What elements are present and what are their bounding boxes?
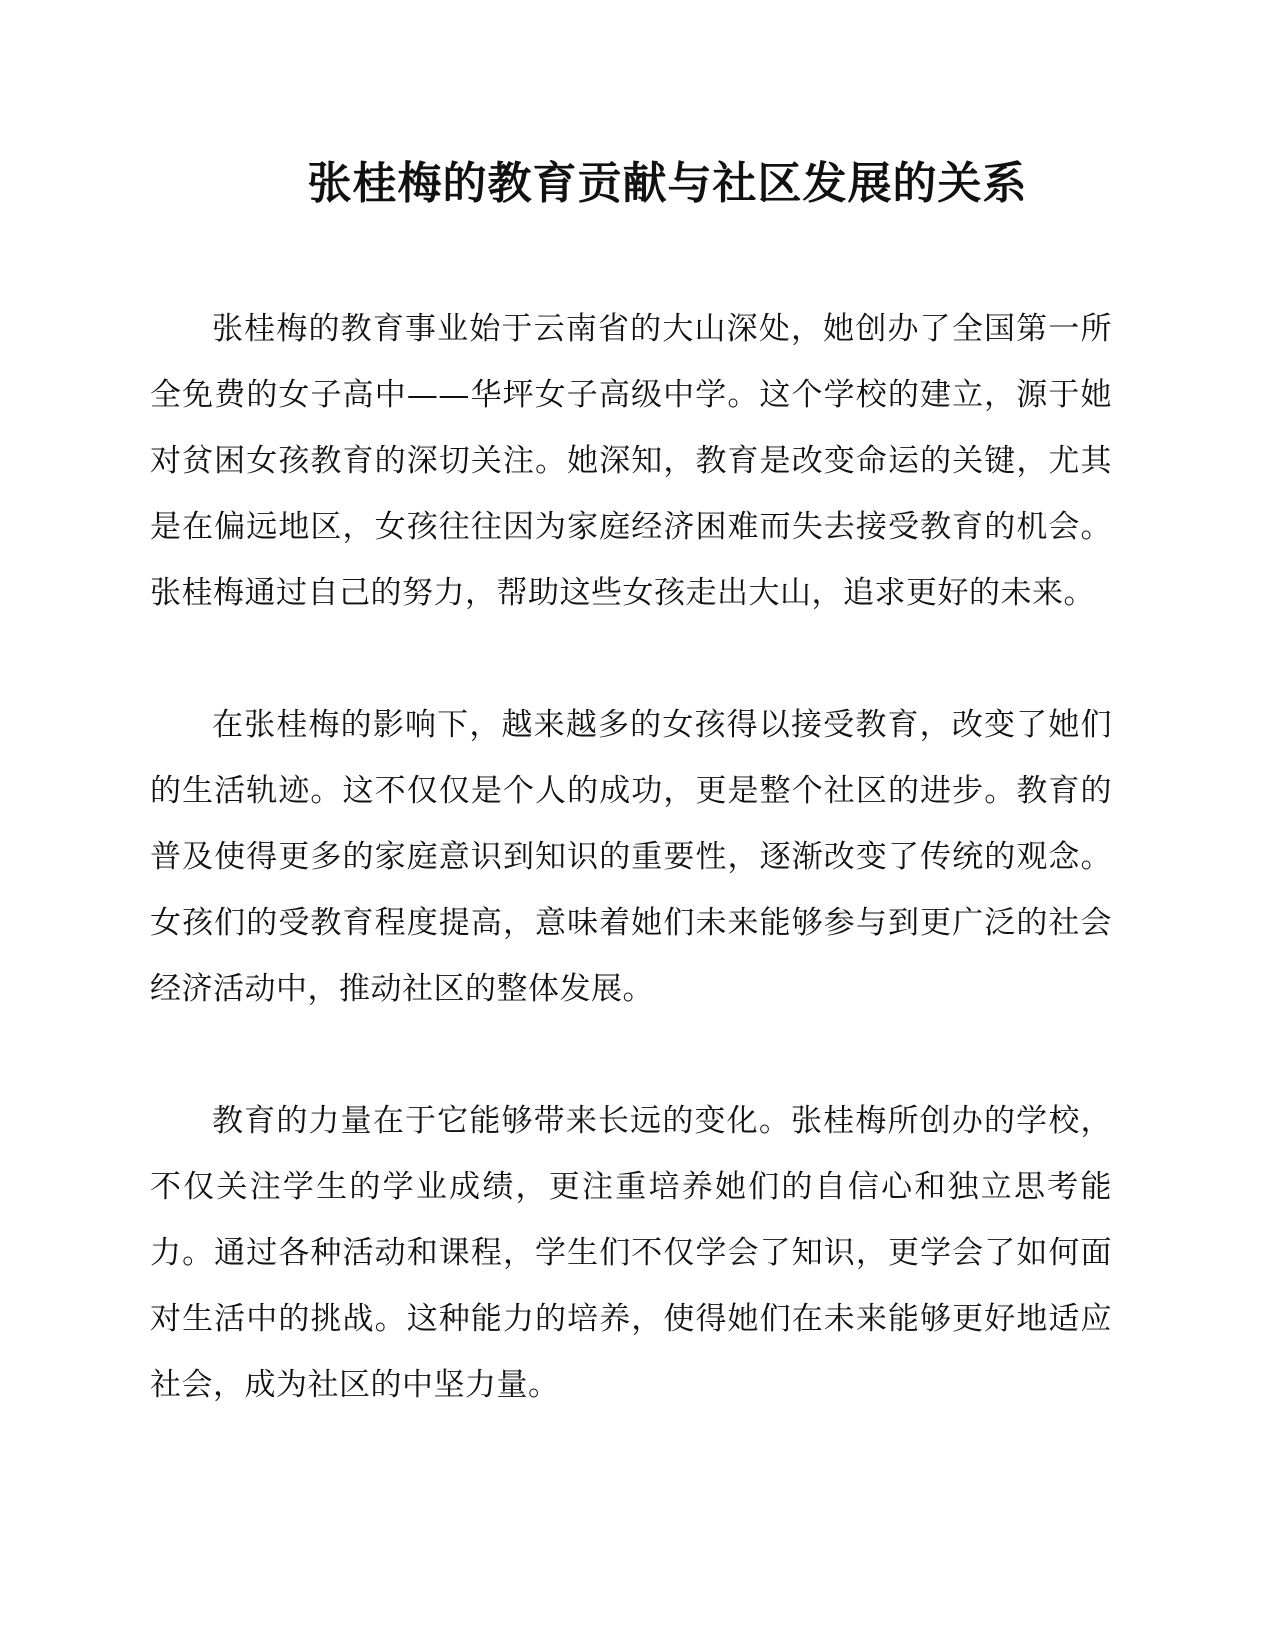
document-body — [150, 296, 1112, 1484]
paragraph-1: 张桂梅的教育事业始于云南省的大山深处，她创办了全国第一所全免费的女子高中——华坪女子高级中学。这个学校的建立，源于她对贫困女孩教育的深切关注。她深知，教育是改变命运的关键，尤其是在偏远地区，女孩往往因为家庭经济困难而失去接受教育的机会。张桂梅通过自己的努力，帮助这些女孩走出大山，追求更好的未来。 — [150, 311, 1112, 611]
document-title: 张桂梅的教育贡献与社区发展的关系 — [307, 158, 1028, 209]
paragraph-3: 教育的力量在于它能够带来长远的变化。张桂梅所创办的学校，不仅关注学生的学业成绩，更注重培养她们的自信心和独立思考能力。通过各种活动和课程，学生们不仅学会了知识，更学会了如何面对生活中的挑战。这种能力的培养，使得她们在未来能够更好地适应社会，成为社区的中坚力量。 — [150, 1103, 1112, 1403]
paragraph-2: 在张桂梅的影响下，越来越多的女孩得以接受教育，改变了她们的生活轨迹。这不仅仅是个人的成功，更是整个社区的进步。教育的普及使得更多的家庭意识到知识的重要性，逐渐改变了传统的观念。女孩们的受教育程度提高，意味着她们未来能够参与到更广泛的社会经济活动中，推动社区的整体发展。 — [150, 707, 1112, 1007]
